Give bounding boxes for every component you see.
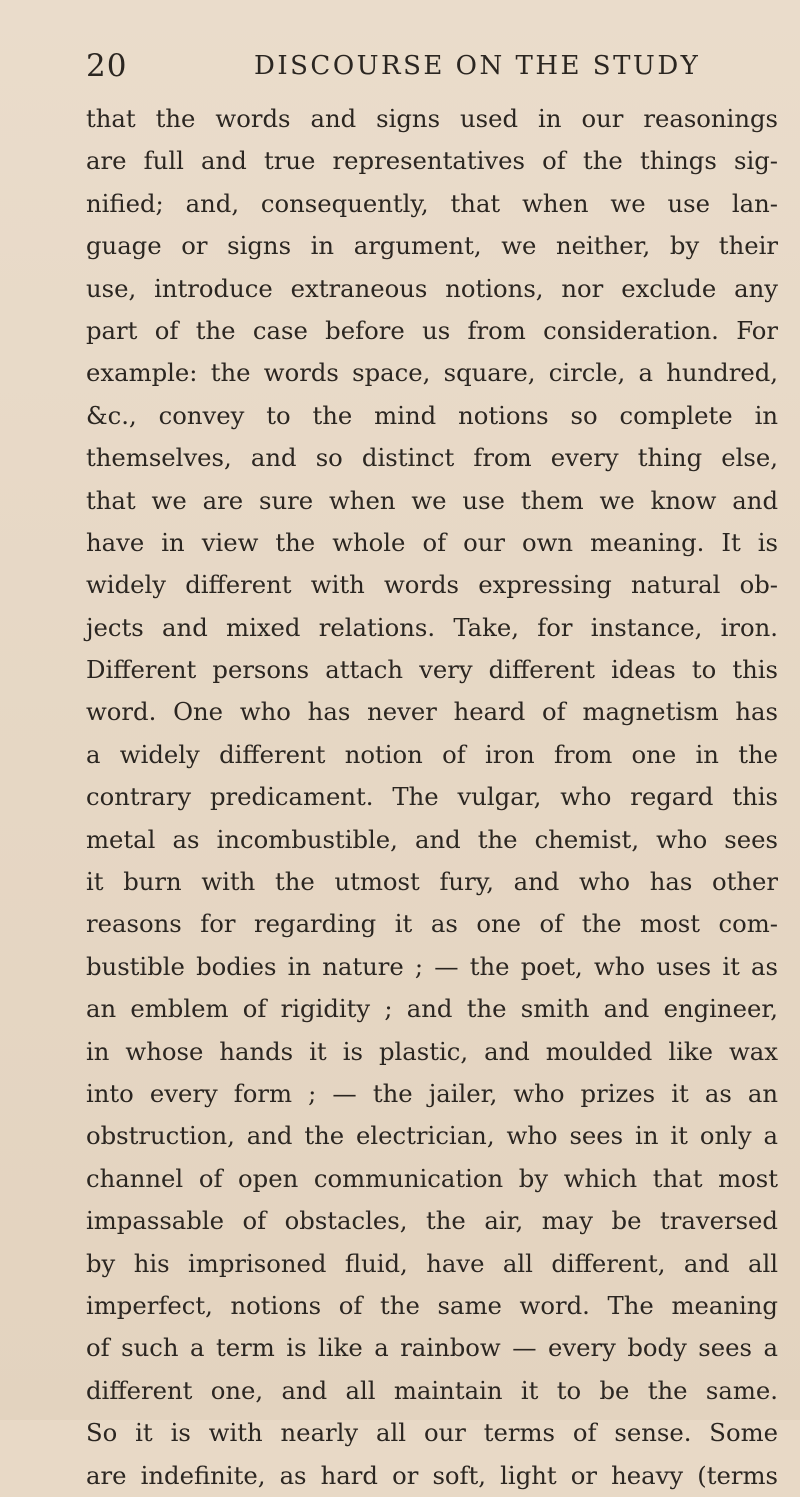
text-line: that we are sure when we use them we know and	[86, 485, 778, 515]
page-number: 20	[86, 48, 128, 84]
running-head	[86, 38, 776, 94]
text-line: of such a term is like a rainbow — every body sees a	[86, 1333, 778, 1363]
text-line: into every form ; — the jailer, who prizes it as an	[86, 1078, 778, 1108]
text-line: that the words and signs used in our reasonings	[86, 104, 778, 133]
text-line: nified; and, consequently, that when we use lan-	[86, 188, 778, 218]
text-line: are full and true representatives of the things sig-	[86, 146, 778, 176]
text-line: in whose hands it is plastic, and moulded like wax	[86, 1036, 778, 1066]
text-line: reasons for regarding it as one of the most com-	[86, 909, 778, 939]
text-line: impassable of obstacles, the air, may be traversed	[86, 1206, 778, 1236]
text-line: by his imprisoned fluid, have all different, and all	[86, 1248, 778, 1278]
text-line: it burn with the utmost fury, and who has other	[86, 867, 778, 897]
text-line: use, introduce extraneous notions, nor exclude any	[86, 273, 778, 303]
running-title: DISCOURSE ON THE STUDY	[254, 51, 701, 81]
text-line: have in view the whole of our own meaning. It is	[86, 527, 778, 557]
text-line: are indefinite, as hard or soft, light or heavy (terms	[86, 1460, 778, 1490]
body-text	[86, 98, 778, 1497]
text-line: different one, and all maintain it to be the same.	[86, 1375, 778, 1405]
text-line: a widely different notion of iron from one in the	[86, 739, 778, 769]
text-line: jects and mixed relations. Take, for instance, iron.	[86, 612, 778, 642]
text-line: obstruction, and the electrician, who sees in it only a	[86, 1121, 778, 1151]
text-line: word. One who has never heard of magnetism has	[86, 697, 778, 727]
text-line: metal as incombustible, and the chemist, who sees	[86, 824, 778, 854]
text-line: example: the words space, square, circle, a hundred,	[86, 358, 778, 388]
text-line: bustible bodies in nature ; — the poet, who uses it as	[86, 951, 778, 981]
text-line: &c., convey to the mind notions so complete in	[86, 400, 778, 430]
text-line: themselves, and so distinct from every thing else,	[86, 443, 778, 473]
text-line: imperfect, notions of the same word. The meaning	[86, 1290, 778, 1320]
text-line: an emblem of rigidity ; and the smith and engineer,	[86, 994, 778, 1024]
text-line: guage or signs in argument, we neither, by their	[86, 231, 778, 261]
text-line: part of the case before us from consideration. For	[86, 315, 778, 345]
text-line: channel of open communication by which that most	[86, 1163, 778, 1193]
text-line: So it is with nearly all our terms of sense. Some	[86, 1418, 778, 1448]
text-line: widely different with words expressing natural ob-	[86, 570, 778, 600]
text-line: Different persons attach very different ideas to this	[86, 655, 778, 685]
text-line: contrary predicament. The vulgar, who regard this	[86, 782, 778, 812]
